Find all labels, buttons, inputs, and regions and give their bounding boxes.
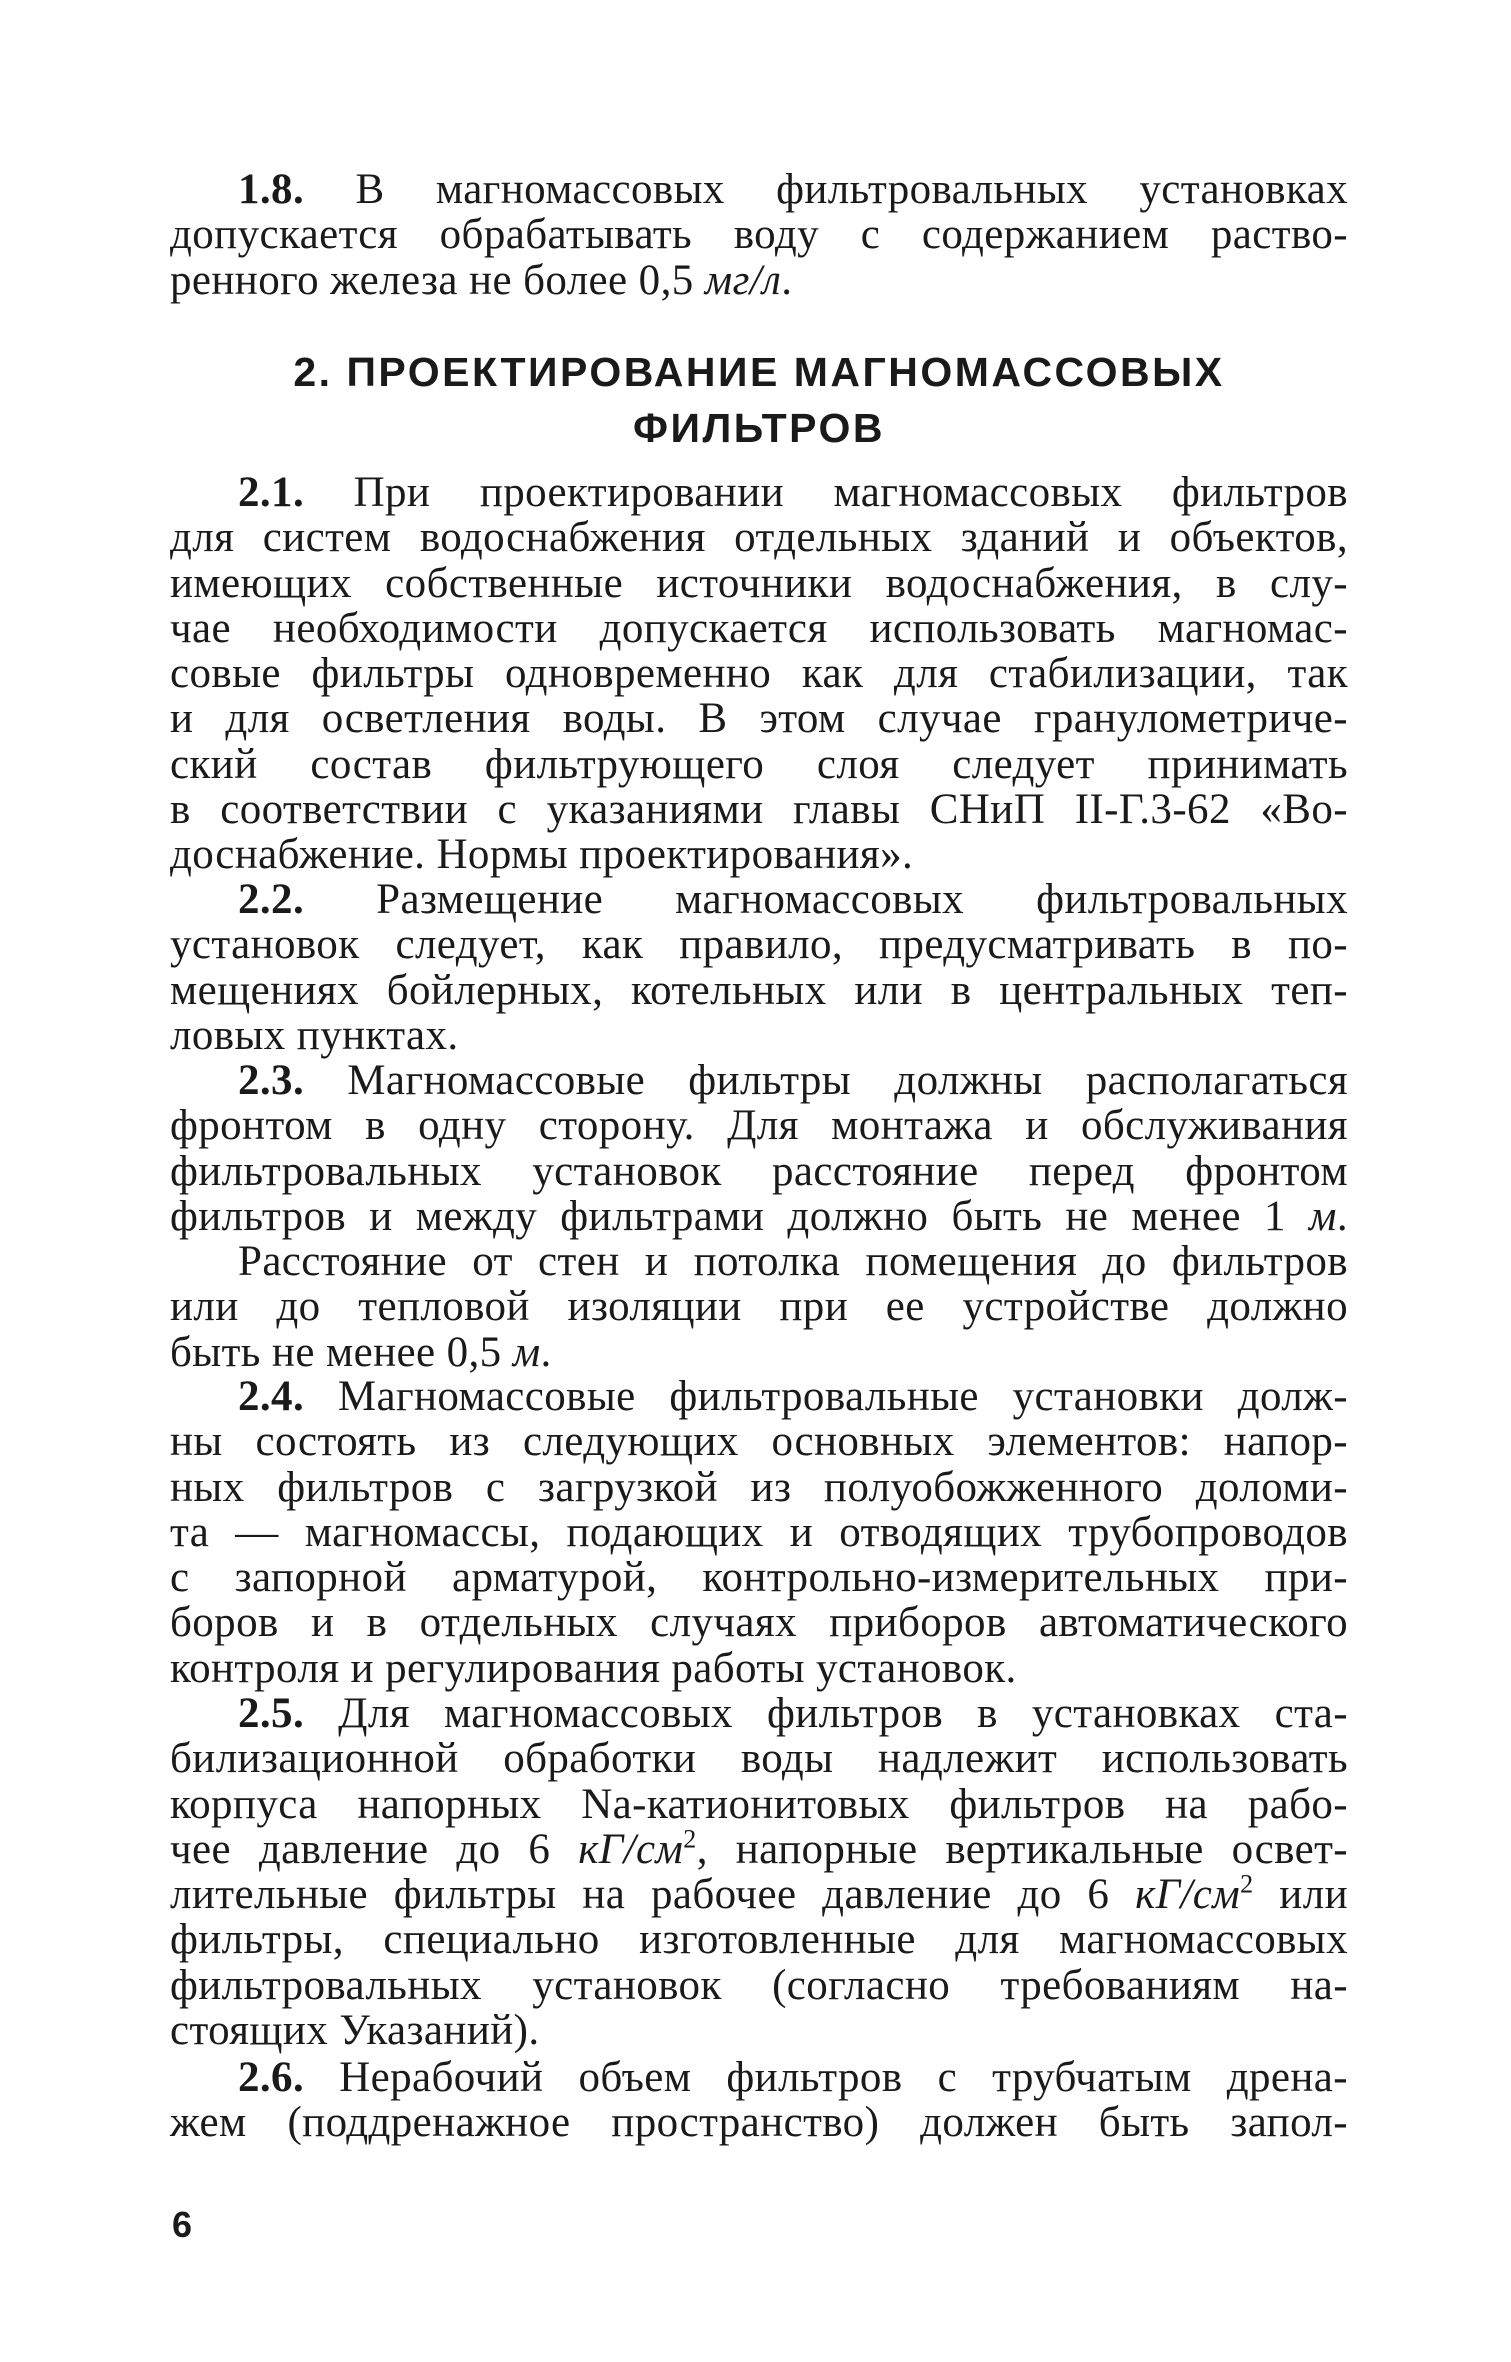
text-line: с запорной арматурой, контрольно-измерительных при- (170, 1554, 1348, 1602)
line-text: Для магномассовых фильтров в установках ста- (304, 1690, 1348, 1737)
text-line (170, 877, 1348, 922)
text-line: для систем водоснабжения отдельных зданий и объектов, (170, 514, 1348, 562)
text-line: ский состав фильтрующего слоя следует принимать (170, 740, 1348, 788)
unit-text: кГ/см (578, 1825, 684, 1873)
line-text: В магномассовых фильтровальных установках (304, 166, 1348, 213)
line-text: Магномассовые фильтровальные установки долж- (304, 1373, 1348, 1420)
unit-text: мг/л (704, 256, 782, 304)
section-number: 2.4. (238, 1373, 305, 1420)
line-text: . (1336, 1192, 1348, 1240)
line-text: При проектировании магномассовых фильтров (304, 469, 1348, 516)
text-line: фильтровальных установок (согласно требованиям на- (170, 1961, 1348, 2009)
text-line: ны состоять из следующих основных элементов: напор- (170, 1418, 1348, 1466)
paragraph-2-1 (170, 470, 1348, 878)
page-number: 6 (172, 2204, 193, 2245)
line-text: лительные фильтры на рабочее давление до 6 (170, 1871, 1136, 1919)
text-line: билизационной обработки воды надлежит использовать (170, 1735, 1348, 1783)
section-number: 2.5. (238, 1690, 305, 1737)
text-line: корпуса напорных Nа-катионитовых фильтров на рабо- (170, 1780, 1348, 1828)
paragraph-2-4 (170, 1374, 1348, 1691)
section-heading (170, 344, 1348, 456)
superscript: 2 (683, 1824, 697, 1854)
unit-text: м (512, 1328, 541, 1376)
heading-line-1: 2. ПРОЕКТИРОВАНИЕ МАГНОМАССОВЫХ (293, 349, 1225, 395)
text-line: боров и в отдельных случаях приборов автоматического (170, 1599, 1348, 1647)
text-line: фильтровальных установок расстояние перед фронтом (170, 1147, 1348, 1195)
text-line (170, 1194, 1348, 1239)
text-line (170, 1691, 1348, 1736)
text-line: фронтом в одну сторону. Для монтажа и обслуживания (170, 1102, 1348, 1150)
text-line: или до тепловой изоляции при ее устройстве должно (170, 1283, 1348, 1331)
line-text: быть не менее 0,5 (170, 1328, 513, 1376)
text-line (170, 2055, 1348, 2100)
text-line: стоящих Указаний). (170, 2007, 540, 2055)
line-text: . (540, 1328, 552, 1376)
text-line (170, 1058, 1348, 1103)
line-text: Магномассовые фильтры должны располагаться (304, 1057, 1348, 1104)
text-line: и для осветления воды. В этом случае гранулометриче- (170, 695, 1348, 743)
superscript: 2 (1240, 1869, 1254, 1899)
paragraph-2-3 (170, 1058, 1348, 1375)
text-line: допускается обрабатывать воду с содержанием раство- (170, 211, 1348, 259)
line-text: чее давление до 6 (170, 1825, 579, 1873)
unit-text: м (1309, 1192, 1337, 1240)
paragraph-1-8 (170, 167, 1348, 303)
line-text: Размещение магномассовых фильтровальных (304, 876, 1348, 923)
text-line: мещениях бойлерных, котельных или в центральных теп- (170, 966, 1348, 1014)
text-line: имеющих собственные источники водоснабжения, в слу- (170, 559, 1348, 607)
text-line: ных фильтров с загрузкой из полуобожженного доломи- (170, 1463, 1348, 1511)
paragraph-2-5 (170, 1691, 1348, 2053)
section-number: 1.8. (238, 166, 305, 213)
text-line: жем (поддренажное пространство) должен быть запол- (170, 2099, 1348, 2147)
line-text: , напорные вертикальные освет- (696, 1825, 1348, 1873)
text-line: в соответствии с указаниями главы СНиП II-Г.3-62 «Во- (170, 786, 1348, 834)
line-text: фильтров и между фильтрами должно быть не менее 1 (170, 1192, 1309, 1240)
section-number: 2.3. (238, 1057, 305, 1104)
text-line: фильтры, специально изготовленные для магномассовых (170, 1916, 1348, 1964)
section-number: 2.2. (238, 876, 305, 923)
paragraph-2-6 (170, 2055, 1348, 2146)
text-line (170, 258, 1348, 303)
text-line (170, 1330, 1348, 1375)
text-line (170, 1869, 1348, 1919)
paragraph-2-2 (170, 877, 1348, 1058)
text-line: совые фильтры одновременно как для стабилизации, так (170, 650, 1348, 698)
text-line (170, 470, 1348, 515)
section-number: 2.1. (238, 469, 305, 516)
text-line: чае необходимости допускается использовать магномас- (170, 604, 1348, 652)
text-line: та — магномассы, подающих и отводящих трубопроводов (170, 1508, 1348, 1556)
text-line: контроля и регулирования работы установок. (170, 1644, 1017, 1692)
text-line: Расстояние от стен и потолка помещения до фильтров (238, 1238, 1348, 1286)
text-line (170, 1374, 1348, 1419)
section-number: 2.6. (238, 2054, 305, 2101)
text-line (170, 167, 1348, 212)
line-text: или (1253, 1871, 1348, 1919)
text-line: доснабжение. Нормы проектирования». (170, 831, 914, 879)
text-line (170, 1824, 1348, 1873)
line-text: . (781, 256, 793, 304)
heading-line-2: ФИЛЬТРОВ (633, 405, 885, 451)
text-line: установок следует, как правило, предусматривать в по- (170, 921, 1348, 969)
text-line: ловых пунктах. (170, 1011, 459, 1059)
line-text: Нерабочий объем фильтров с трубчатым дрена- (304, 2054, 1348, 2101)
unit-text: кГ/см (1135, 1871, 1241, 1919)
line-text: ренного железа не более 0,5 (170, 256, 705, 304)
